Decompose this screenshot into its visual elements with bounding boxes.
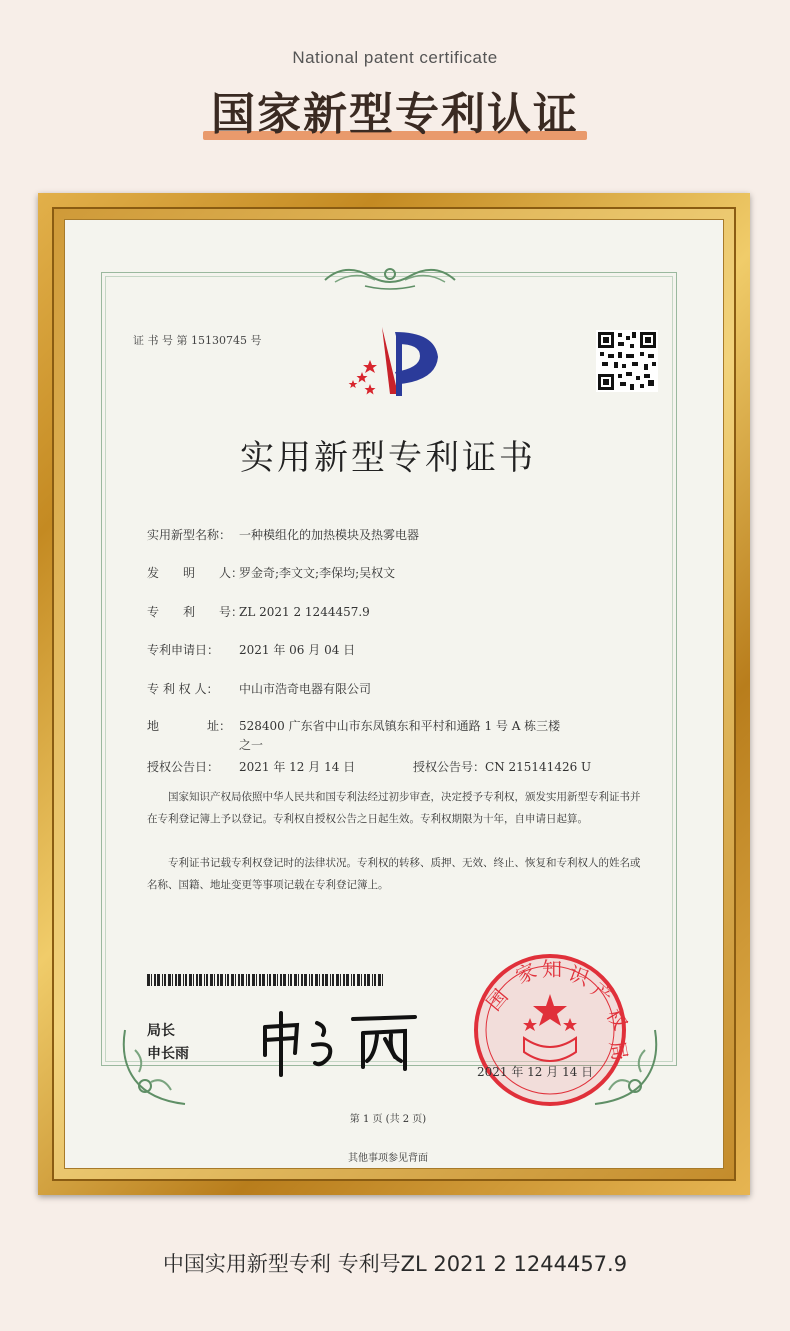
- field-address: 地 址： 528400 广东省中山市东凤镇东和平村和通路 1 号 A 栋三楼: [147, 719, 561, 733]
- right-corner-ornament: [575, 1020, 665, 1110]
- signature-icon: [255, 1005, 425, 1080]
- seal-date: 2021 年 12 月 14 日: [477, 1065, 594, 1079]
- page-title-text: 国家新型专利认证: [211, 89, 579, 140]
- director-title: 局长: [147, 1023, 175, 1039]
- certificate-paragraph-2: 专利证书记载专利权登记时的法律状况。专利权的转移、质押、无效、终止、恢复和专利权人的姓名或名称、国籍、地址变更等事项记载在专利登记簿上。: [147, 857, 641, 891]
- field-auth-date: 授权公告日： 2021 年 12 月 14 日: [147, 760, 356, 774]
- barcode-icon: [147, 974, 387, 986]
- qr-code-icon: [596, 330, 658, 392]
- field-auth-number: 授权公告号：CN 215141426 U: [413, 760, 592, 774]
- field-address-cont: 之一: [239, 738, 264, 752]
- svg-text:识: 识: [565, 961, 593, 991]
- field-inventors: 发 明 人：罗金奇;李文文;李保均;吴权文: [147, 566, 396, 580]
- certificate-number: 证 书 号 第 15130745 号: [133, 334, 262, 347]
- certificate-frame: [38, 193, 750, 1195]
- certificate-paragraph-1: 国家知识产权局依照中华人民共和国专利法经过初步审查，决定授予专利权，颁发实用新型专利证书并在专利登记簿上予以登记。专利权自授权公告之日起生效。专利权期限为十年，自申请日起算。: [147, 791, 641, 825]
- page-number: 第 1 页 (共 2 页): [349, 1114, 427, 1125]
- field-patentee: 专 利 权 人： 中山市浩奇电器有限公司: [147, 682, 372, 696]
- svg-text:国: 国: [481, 984, 513, 1016]
- page-title: [203, 78, 587, 142]
- field-application-date: 专利申请日： 2021 年 06 月 04 日: [147, 643, 356, 657]
- svg-text:产: 产: [586, 977, 618, 1009]
- certificate-paper: [64, 219, 724, 1169]
- field-patent-number: 专 利 号：ZL 2021 2 1244457.9: [147, 605, 370, 619]
- left-corner-ornament: [115, 1020, 205, 1110]
- footer-caption: 中国实用新型专利 专利号ZL 2021 2 1244457.9: [162, 1252, 628, 1276]
- svg-text:知: 知: [542, 957, 562, 981]
- cnipa-logo-icon: [340, 322, 450, 402]
- field-utility-name: 实用新型名称： 一种模组化的加热模块及热雾电器: [147, 528, 420, 542]
- header-subtitle-en: National patent certificate: [292, 48, 498, 67]
- director-name: 申长雨: [147, 1046, 189, 1062]
- svg-text:局: 局: [605, 1038, 633, 1063]
- frame-inner: [52, 207, 736, 1181]
- certificate-title: 实用新型专利证书: [240, 438, 536, 478]
- top-ornament: [315, 260, 465, 292]
- back-note: 其他事项参见背面: [348, 1153, 428, 1164]
- svg-text:权: 权: [601, 1004, 633, 1034]
- svg-text:家: 家: [511, 958, 541, 989]
